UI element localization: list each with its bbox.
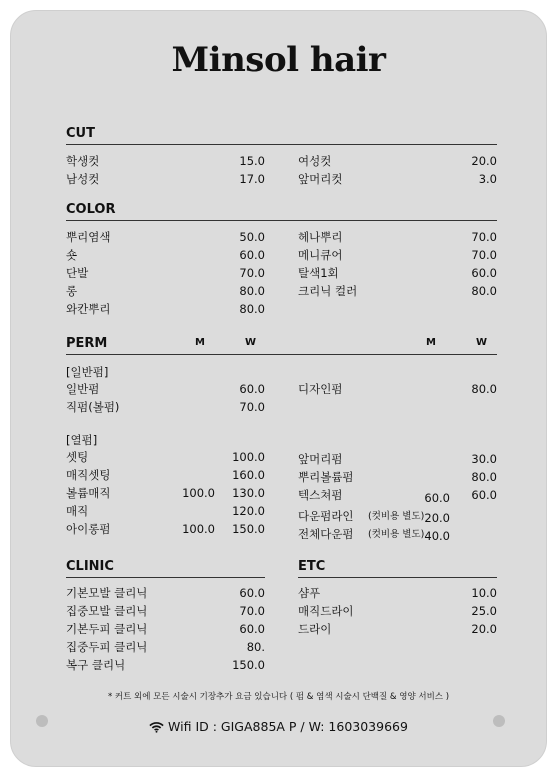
item-name: 텍스쳐펌 [298,488,343,502]
divider-perm [66,354,497,355]
item-price: 80.0 [239,302,265,316]
item-price: 20.0 [424,511,450,525]
item-name: 와칸뿌리 [66,302,111,316]
menu-item [66,170,265,188]
item-name: 집중모발 클리닉 [66,604,148,618]
item-note: (컷비용 별도) [368,511,425,522]
menu-item [66,448,265,466]
item-name: 기본두피 클리닉 [66,622,148,636]
divider-cut [66,144,497,145]
item-name: 앞머리펌 [298,452,343,466]
menu-item [66,602,265,620]
item-price: 50.0 [239,230,265,244]
menu-item [66,264,265,282]
item-price: 60.0 [239,382,265,396]
item-name: 매직 [66,504,89,518]
item-price: 100.0 [232,450,265,464]
item-price: 60.0 [239,622,265,636]
item-name: 복구 클리닉 [66,658,126,672]
item-name: 여성컷 [298,154,332,168]
item-name: 메니큐어 [298,248,343,262]
item-name: 아이롱펌 [66,522,111,536]
item-price: 70.0 [239,266,265,280]
item-name: 샴푸 [298,586,321,600]
item-note: (컷비용 별도) [368,529,425,540]
menu-item [66,466,265,484]
menu-item [298,602,497,620]
menu-item [66,638,265,656]
item-name: 직펌(볼펌) [66,400,120,414]
divider-etc [298,577,497,578]
item-price: 80.0 [471,470,497,484]
item-name: 크리닉 컬러 [298,284,358,298]
item-name: 헤나뿌리 [298,230,343,244]
item-name: 매직드라이 [298,604,354,618]
menu-item [298,170,497,188]
perm-general-label: [일반펌] [66,365,109,379]
perm-heat-label: [열펌] [66,433,98,447]
item-price: 25.0 [471,604,497,618]
menu-item [66,502,265,520]
item-name: 뿌리볼륨펌 [298,470,354,484]
item-price: 160.0 [232,468,265,482]
section-etc: ETC [298,559,326,574]
item-price: 60.0 [471,488,497,502]
menu-item [298,282,497,300]
menu-item [298,584,497,602]
item-name: 드라이 [298,622,332,636]
section-color: COLOR [66,202,116,217]
item-price: 70.0 [471,248,497,262]
item-name: 셋팅 [66,450,89,464]
item-price: 17.0 [239,172,265,186]
menu-item [298,246,497,264]
item-price-m: 100.0 [182,522,215,536]
item-price: 20.0 [471,154,497,168]
item-price-m: 100.0 [182,486,215,500]
menu-item [66,484,265,502]
wifi-info [0,719,557,734]
item-name: 앞머리컷 [298,172,343,186]
item-price: 15.0 [239,154,265,168]
item-price: 120.0 [232,504,265,518]
item-name: 전체다운펌 [298,527,354,541]
menu-item [66,620,265,638]
item-name: 뿌리염색 [66,230,111,244]
menu-item [298,620,497,638]
service-note: * 커트 외에 모든 시술시 기장추가 요금 있습니다 ( 펌 & 염색 시술시 단백질 & 영양 서비스 ) [107,692,450,702]
item-price: 60.0 [239,586,265,600]
item-price: 40.0 [424,529,450,543]
menu-item [66,152,265,170]
item-name: 집중두피 클리닉 [66,640,148,654]
menu-item [66,282,265,300]
item-price-m: 60.0 [424,491,450,505]
menu-item [298,228,497,246]
item-name: 탈색1회 [298,266,339,280]
perm-col-w-left: W [245,337,257,348]
item-name: 남성컷 [66,172,100,186]
item-price: 80.0 [471,382,497,396]
menu-item [66,584,265,602]
wifi-text: Wifi ID : GIGA885A P / W: 1603039669 [168,719,408,734]
menu-item [298,152,497,170]
menu-item [66,380,265,398]
section-cut: CUT [66,126,95,141]
menu-item [66,520,265,538]
item-price: 60.0 [471,266,497,280]
item-price: 70.0 [471,230,497,244]
item-price: 80. [246,640,265,654]
item-name: 학생컷 [66,154,100,168]
item-price: 20.0 [471,622,497,636]
perm-col-w-right: W [476,337,488,348]
item-name: 단발 [66,266,89,280]
item-price: 70.0 [239,604,265,618]
item-price: 10.0 [471,586,497,600]
item-price: 70.0 [239,400,265,414]
section-perm: PERM [66,336,108,351]
item-price: 150.0 [232,522,265,536]
divider-clinic [66,577,265,578]
item-price: 80.0 [471,284,497,298]
section-clinic: CLINIC [66,559,114,574]
menu-item [66,228,265,246]
item-name: 디자인펌 [298,382,343,396]
menu-item [66,300,265,318]
divider-color [66,220,497,221]
item-name: 기본모발 클리닉 [66,586,148,600]
item-price: 3.0 [478,172,497,186]
item-name: 매직셋팅 [66,468,111,482]
menu-item [66,398,265,416]
menu-item [298,380,497,398]
item-price: 150.0 [232,658,265,672]
item-name: 일반펌 [66,382,100,396]
item-price: 30.0 [471,452,497,466]
item-name: 숏 [66,248,78,262]
menu-item [298,264,497,282]
item-price: 130.0 [232,486,265,500]
menu-item [66,656,265,674]
wifi-icon [149,721,164,733]
item-name: 다운펌라인 [298,509,354,523]
item-name: 롱 [66,284,78,298]
perm-col-m-left: M [195,337,205,348]
salon-title: Minsol hair [171,40,386,80]
menu-item [66,246,265,264]
perm-col-m-right: M [426,337,436,348]
item-name: 볼륨매직 [66,486,111,500]
item-price: 60.0 [239,248,265,262]
item-price: 80.0 [239,284,265,298]
